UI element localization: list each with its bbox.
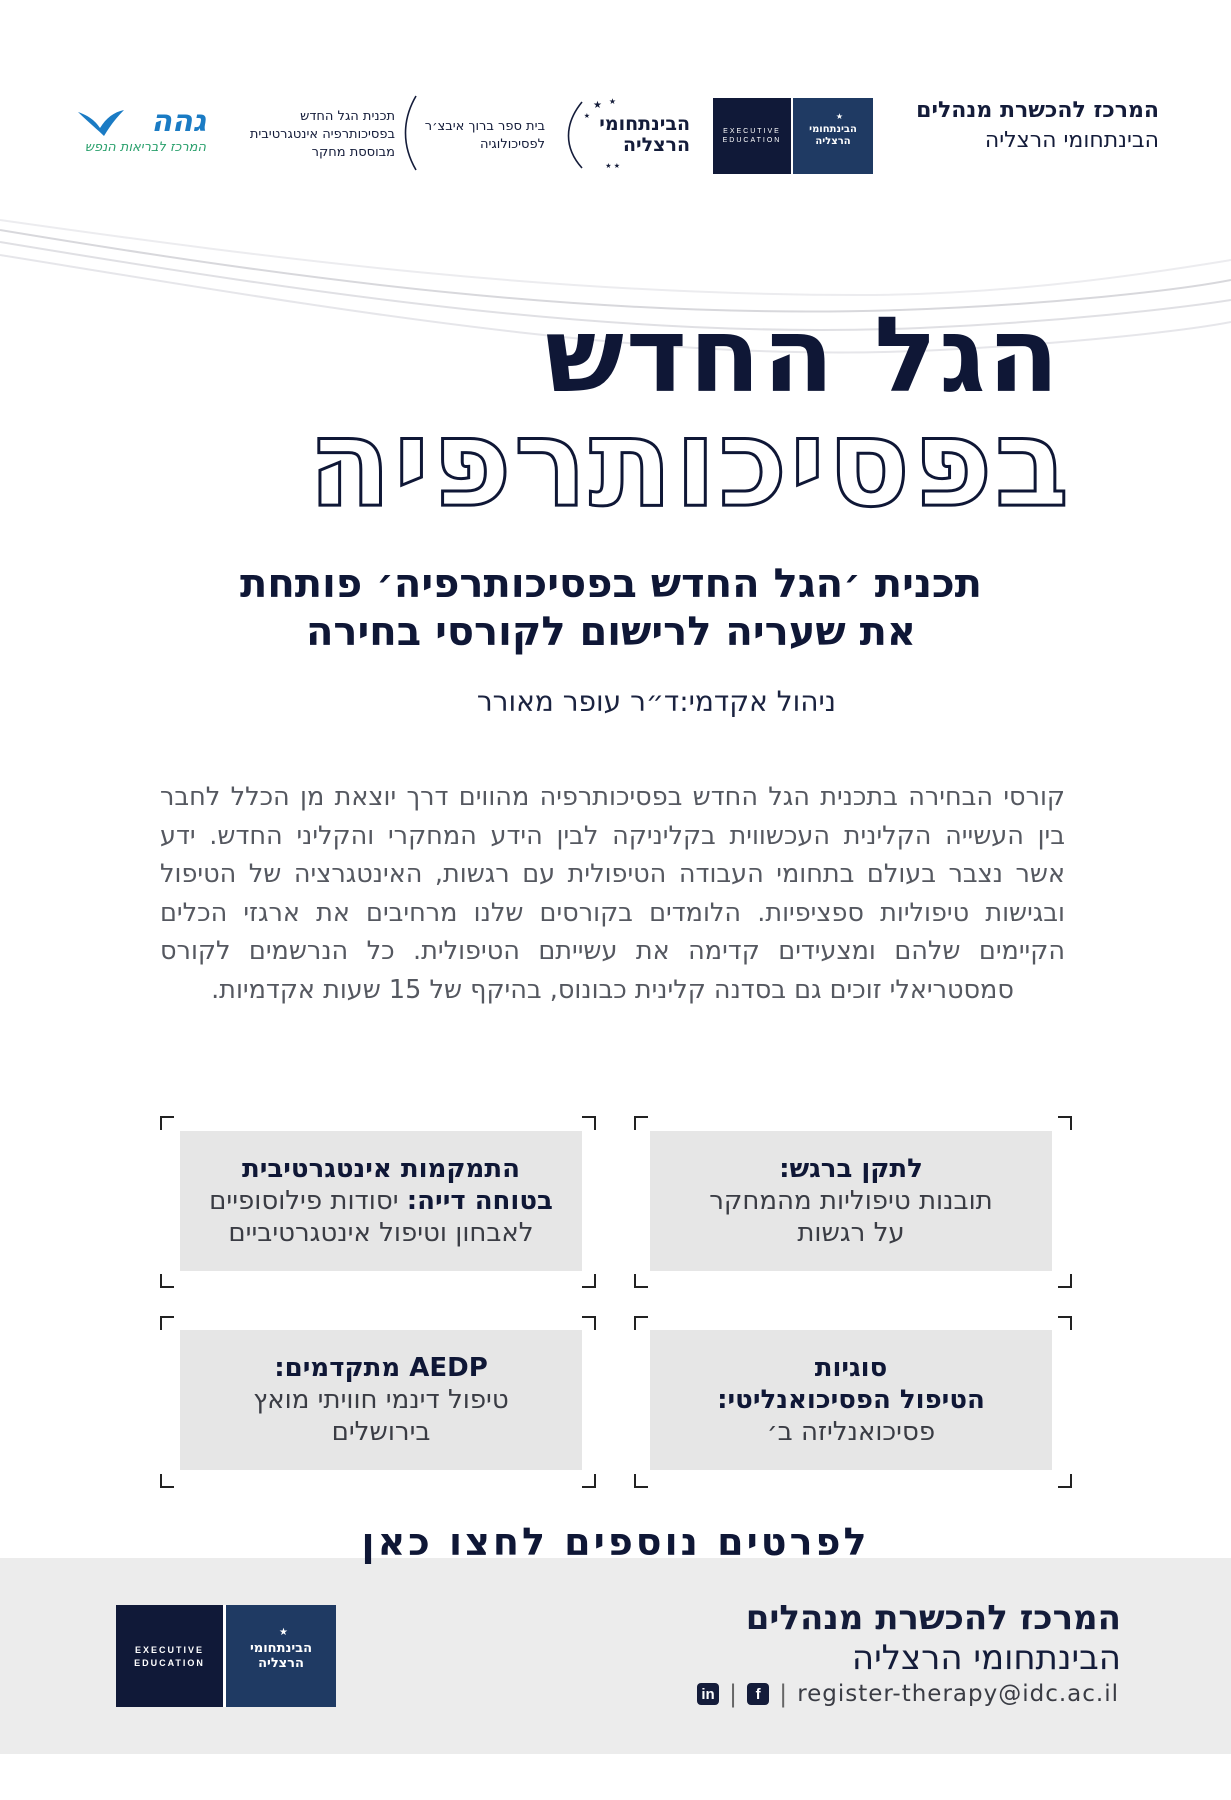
frame-corner <box>582 1274 596 1288</box>
exec-he-line1: הבינתחומי <box>249 1641 313 1656</box>
program-line2: בפסיכותרפיה אינטגרטיבית <box>249 127 395 142</box>
geha-subtitle: המרכז לבריאות הנפש <box>84 140 206 155</box>
baruch-line2: לפסיכולוגיה <box>480 137 545 152</box>
footer-contact-row <box>697 1680 1119 1708</box>
geha-bird-icon <box>76 106 126 138</box>
exec-en-line1: EXECUTIVE <box>134 1644 204 1655</box>
header-org-name <box>916 96 1159 156</box>
exec-he-line2: הרצליה <box>258 1656 304 1671</box>
facebook-icon[interactable]: f <box>747 1683 769 1705</box>
baruch-ivcher-school-logo <box>400 92 545 172</box>
course-desc-line2: על רגשות <box>797 1218 905 1248</box>
title-line1: הגל החדש <box>545 294 1061 416</box>
body-paragraph: קורסי הבחירה בתכנית הגל החדש בפסיכותרפיה מהווים דרך יוצאת מן הכלל לחבר בין העשייה הקלינית העכשווית בקליניקה לבין הידע המחקרי והקליני החדש. ידע אשר נצבר בעולם בתחומי העבודה הטיפולית עם רגשות, האינטגרציה של הטיפול ובגישות טיפוליות ספציפיות. הלומדים בקורסים שלנו מרחיבים את ארגזי הכלים הקיימים שלהם ומצעידים קדימה את עשייתם הטיפולית. כל הנרשמים לקורס סמסטריאלי זוכים גם בסדנה קלינית כבונוס, בהיקף של 15 שעות אקדמיות. <box>160 782 1065 1005</box>
course-desc-line2: לאבחון וטיפול אינטגרטיביים <box>228 1218 534 1248</box>
svg-text:★: ★ <box>608 97 616 106</box>
reichman-line2: הרצליה <box>622 134 690 156</box>
frame-corner <box>634 1274 648 1288</box>
header-executive-education-logo <box>713 98 873 174</box>
subtitle <box>151 560 1071 656</box>
frame-corner <box>1058 1474 1072 1488</box>
header-org-line1: המרכז להכשרת מנהלים <box>916 98 1159 123</box>
geha-mental-health-logo <box>76 104 206 160</box>
frame-corner <box>1058 1274 1072 1288</box>
footer-executive-education-logo <box>116 1605 336 1707</box>
frame-corner <box>160 1116 174 1130</box>
exec-he-line2: הרצליה <box>815 136 851 147</box>
exec-en-line2: EDUCATION <box>722 137 782 144</box>
course-title-cont: הטיפול הפסיכואנליטי: <box>717 1385 985 1415</box>
baruch-line1: בית ספר ברוך איבצ׳ר <box>424 119 545 134</box>
footer-org-line1: המרכז להכשרת מנהלים <box>745 1598 1121 1638</box>
frame-corner <box>160 1316 174 1330</box>
baruch-arc-icon <box>400 92 420 174</box>
frame-corner <box>634 1474 648 1488</box>
contact-email-link[interactable]: register-therapy@idc.ac.il <box>797 1681 1119 1707</box>
title-line2-outline: בפסיכותרפיה <box>307 392 1071 534</box>
course-title: לתקן ברגש: <box>779 1154 923 1184</box>
frame-corner <box>582 1316 596 1330</box>
more-details-link[interactable]: לפרטים נוספים לחצו כאן <box>361 1520 870 1564</box>
course-card-integrative[interactable] <box>180 1131 582 1271</box>
course-title: AEDP מתקדמים: <box>274 1353 488 1383</box>
linkedin-icon[interactable]: in <box>697 1683 719 1705</box>
course-desc-line2: פסיכואנליזה ב׳ <box>766 1417 936 1447</box>
course-desc-line1: טיפול דינמי חוויתי מואץ <box>253 1385 509 1415</box>
academic-director: ניהול אקדמי:ד״ר עופר מאורר <box>476 685 836 718</box>
frame-corner <box>160 1274 174 1288</box>
footer-org-name <box>746 1598 1121 1678</box>
frame-corner <box>1058 1316 1072 1330</box>
footer-org-line2: הבינתחומי הרצליה <box>851 1638 1121 1678</box>
exec-en-line1: EXECUTIVE <box>723 128 781 135</box>
frame-corner <box>582 1474 596 1488</box>
program-line3: מבוססת מחקר <box>311 145 395 160</box>
frame-corner <box>1058 1116 1072 1130</box>
subtitle-line2: את שעריה לרישום לקורסי בחירה <box>305 609 917 655</box>
exec-star-icon: ★ <box>835 112 843 121</box>
course-card-psychoanalytic[interactable] <box>650 1330 1052 1470</box>
geha-name: גהה <box>151 104 206 139</box>
course-title: סוגיות <box>814 1353 888 1383</box>
frame-corner <box>582 1116 596 1130</box>
frame-corner <box>160 1474 174 1488</box>
exec-he-line1: הבינתחומי <box>809 124 857 135</box>
course-card-aedp[interactable] <box>180 1330 582 1470</box>
frame-corner <box>634 1116 648 1130</box>
course-desc-line1: תובנות טיפוליות מהמחקר <box>709 1186 993 1216</box>
course-card-emotion[interactable] <box>650 1131 1052 1271</box>
svg-text:★ ★: ★ ★ <box>605 162 620 170</box>
svg-text:★: ★ <box>583 112 590 120</box>
program-line1: תכנית הגל החדש <box>300 109 395 124</box>
separator: | <box>779 1680 788 1708</box>
course-desc-line2: בירושלים <box>331 1417 431 1447</box>
svg-text:★: ★ <box>593 100 602 111</box>
header-org-line2: הבינתחומי הרצליה <box>984 128 1159 153</box>
separator: | <box>729 1680 738 1708</box>
frame-corner <box>634 1316 648 1330</box>
reichman-line1: הבינתחומי <box>599 113 690 135</box>
new-wave-program-logo <box>230 108 395 162</box>
exec-en-line2: EDUCATION <box>134 1657 205 1668</box>
course-desc-inline: יסודות פילוסופיים <box>209 1186 407 1216</box>
subtitle-line1: תכנית ׳הגל החדש בפסיכותרפיה׳ פותחת <box>240 561 982 607</box>
reichman-university-logo <box>560 96 690 170</box>
course-title: התמקמות אינטגרטיבית <box>241 1154 520 1184</box>
exec-star-icon: ★ <box>279 1627 288 1638</box>
course-title-cont: בטוחה דייה: <box>406 1186 553 1216</box>
